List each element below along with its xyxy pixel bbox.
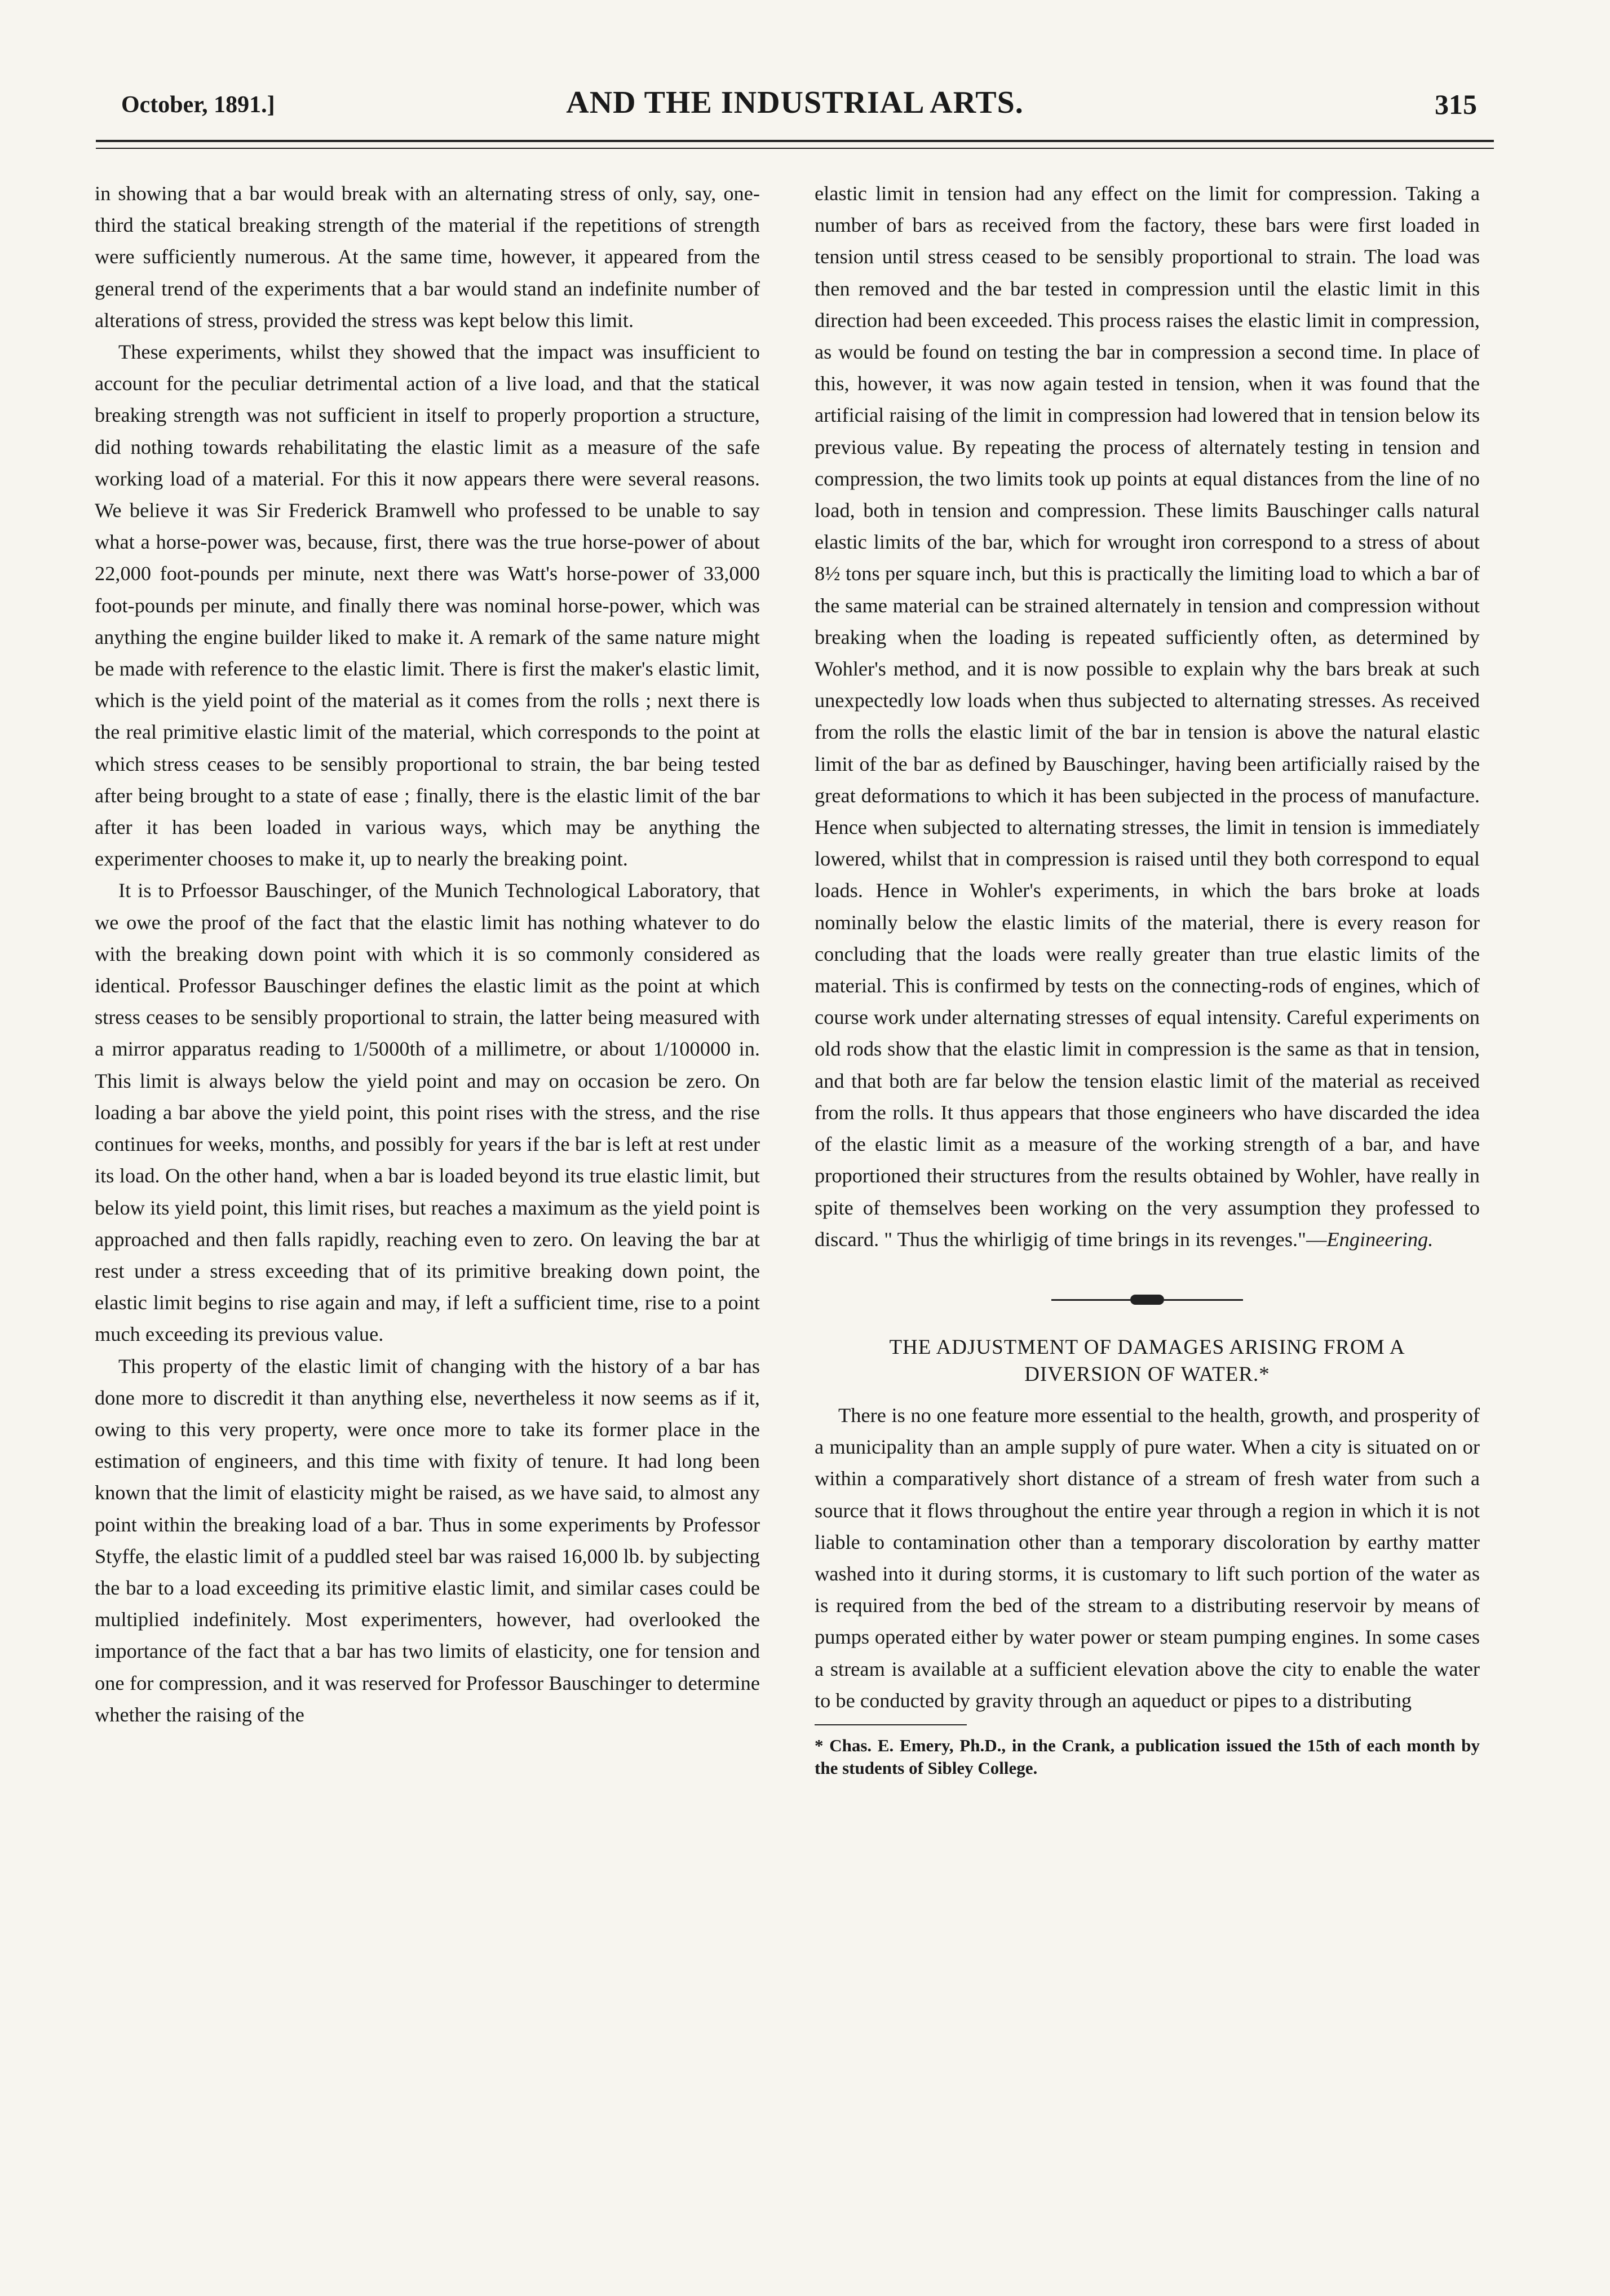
header-rule-thin xyxy=(96,148,1494,149)
ornament-line xyxy=(1051,1299,1130,1301)
paragraph: These experiments, whilst they showed that the impact was insufficient to account for the peculiar detrimental action of a live load, and that the statical breaking strength was not sufficient in itself to properly proportion a structure, did nothing towards rehabilitating the elastic limit as a measure of the safe working load of a material. For this it now appears there were several reasons. We believe it was Sir Frederick Bramwell who professed to be unable to say what a horse-power was, because, first, there was the true horse-power of about 22,000 foot-pounds per minute, next there was Watt's horse-power of 33,000 foot-pounds per minute, and finally there was nominal horse-power, which was anything the engine builder liked to make it. A remark of the same nature might be made with reference to the elastic limit. There is first the maker's elastic limit, which is the yield point of the material as it comes from the rolls ; next there is the real primitive elastic limit of the material, which corresponds to the point at which stress ceases to be sensibly proportional to strain, the bar being tested after being brought to a state of ease ; finally, there is the elastic limit of the bar after it has been loaded in various ways, which may be anything the experimenter chooses to make it, up to nearly the breaking point. xyxy=(95,341,760,871)
left-column xyxy=(95,178,760,1730)
footnote: * Chas. E. Emery, Ph.D., in the Crank, a publication issued the 15th of each month by the students of Sibley College. xyxy=(815,1735,1480,1778)
article-title xyxy=(815,1334,1480,1388)
issue-date: October, 1891.] xyxy=(121,92,275,118)
right-column xyxy=(815,178,1480,1780)
source-citation: Engineering. xyxy=(1326,1228,1434,1251)
paragraph xyxy=(815,178,1480,1255)
paragraph: in showing that a bar would break with an alternating stress of only, say, one-third the statical breaking strength of the material if the repetitions of strength were sufficiently numerous. At the same time, however, it appeared from the general trend of the experiments that a bar would stand an indefinite number of alterations of stress, provided the stress was kept below this limit. xyxy=(95,182,760,332)
ornament-line xyxy=(1164,1299,1243,1301)
article-body: There is no one feature more essential to the health, growth, and prosperity of a municipality than an ample supply of pure water. When a city is situated on or within a comparatively short distance of a stream of fresh water from such a source that it flows throughout the entire year through a region in which it is not liable to contamination other than a temporary discoloration by earthy matter washed into it during storms, it is customary to lift such portion of the water as is required from the bed of the stream to a distributing reservoir by means of pumps operated either by water power or steam pumping engines. In some cases a stream is available at a sufficient elevation above the city to enable the water to be conducted by gravity through an aqueduct or pipes to a distributing xyxy=(815,1403,1480,1712)
article-title-line: DIVERSION OF WATER.* xyxy=(1024,1362,1270,1386)
article-title-line: THE ADJUSTMENT OF DAMAGES ARISING FROM A xyxy=(889,1335,1405,1359)
page-header xyxy=(96,85,1494,130)
ornament-center xyxy=(1130,1295,1164,1305)
footnote-rule xyxy=(815,1724,967,1725)
page-number: 315 xyxy=(1435,89,1477,120)
running-title: AND THE INDUSTRIAL ARTS. xyxy=(566,85,1024,120)
section-ornament xyxy=(815,1283,1480,1317)
paragraph: This property of the elastic limit of changing with the history of a bar has done more to discredit it than anything else, nevertheless it now seems as if it, owing to this very property, were once more to take its former place in the estimation of engineers, and this time with fixity of tenure. It had long been known that the limit of elasticity might be raised, as we have said, to almost any point within the breaking load of a bar. Thus in some experiments by Professor Styffe, the elastic limit of a puddled steel bar was raised 16,000 lb. by subjecting the bar to a load exceeding its primitive elastic limit, and similar cases could be multiplied indefinitely. Most experimenters, however, had overlooked the importance of the fact that a bar has two limits of elasticity, one for tension and one for compression, and it was reserved for Professor Bauschinger to determine whether the raising of the xyxy=(95,1354,760,1726)
paragraph-text: elastic limit in tension had any effect on the limit for compression. Taking a number of bars as received from the factory, these bars were first loaded in tension until stress ceased to be sensibly proportional to strain. The load was then removed and the bar tested in compression until the elastic limit in this direction had been exceeded. This process raises the elastic limit in compression, as would be found on testing the bar in compression a second time. In place of this, however, it was now again tested in tension, when it was found that the artificial raising of the limit in compression had lowered that in tension below its previous value. By repeating the process of alternately testing in tension and compression, the two limits took up points at equal distances from the line of no load, both in tension and compression. These limits Bauschinger calls natural elastic limits of the bar, which for wrought iron correspond to a stress of about 8½ tons per square inch, but this is practically the limiting load to which a bar of the same material can be strained alternately in tension and compression without breaking when the loading is repeated sufficiently often, as determined by Wohler's method, and it is now possible to explain why the bars break at such unexpectedly low loads when thus subjected to alternating stresses. As received from the rolls the elastic limit of the bar in tension is above the natural elastic limit of the bar as defined by Bauschinger, having been artificially raised by the great deformations to which it has been subjected in the process of manufacture. Hence when subjected to alternating stresses, the limit in tension is immediately lowered, whilst that in compression is raised until they both correspond to equal loads. Hence in Wohler's experiments, in which the bars broke at loads nominally below the elastic limits of the material, there is every reason for concluding that the loads were really greater than true elastic limits of the material. This is confirmed by tests on the connecting-rods of engines, which of course work under alternating stresses of equal intensity. Careful experiments on old rods show that the elastic limit in compression is the same as that in tension, and that both are far below the tension elastic limit of the material as received from the rolls. It thus appears that those engineers who have discarded the idea of the elastic limit as a measure of the working strength of a bar, and have proportioned their structures from the results obtained by Wohler, have really in spite of themselves been working on the very assumption they professed to discard. " Thus the whirligig of time brings in its revenges."— xyxy=(815,182,1480,1251)
header-rule xyxy=(96,140,1494,142)
paragraph: It is to Prfoessor Bauschinger, of the Munich Technological Laboratory, that we owe the proof of the fact that the elastic limit has nothing whatever to do with the breaking down point with which it is so commonly considered as identical. Professor Bauschinger defines the elastic limit as the point at which stress ceases to be sensibly proportional to strain, the latter being measured with a mirror apparatus reading to 1/5000th of a millimetre, or about 1/100000 in. This limit is always below the yield point and may on occasion be zero. On loading a bar above the yield point, this point rises with the stress, and the rise continues for weeks, months, and possibly for years if the bar is left at rest under its load. On the other hand, when a bar is loaded beyond its true elastic limit, but below its yield point, this limit rises, but reaches a maximum as the yield point is approached and then falls rapidly, reaching even to zero. On leaving the bar at rest under a stress exceeding that of its primitive breaking down point, the elastic limit begins to rise again and may, if left a sufficient time, rise to a point much exceeding its previous value. xyxy=(95,879,760,1346)
